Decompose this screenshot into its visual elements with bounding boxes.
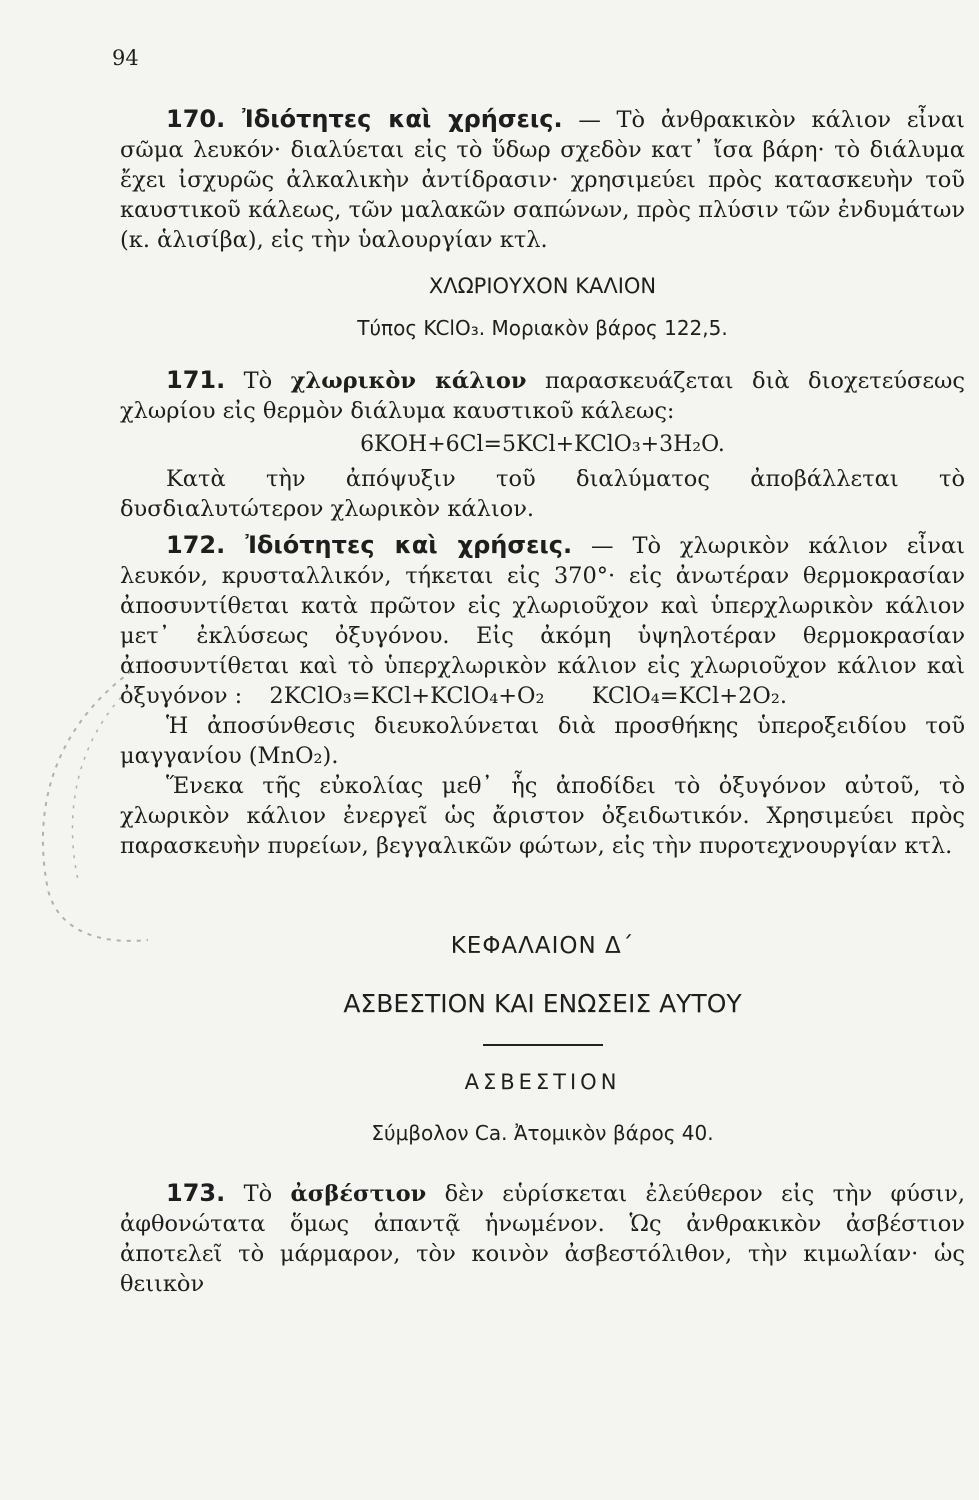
section-173-lead: Τὸ: [225, 1181, 291, 1207]
section-171-text2: Κατὰ τὴν ἀπόψυξιν τοῦ διαλύματος ἀποβάλλεται τὸ δυσδιαλυτώτερον χλωρικὸν κάλιον.: [120, 466, 965, 522]
section-170-text: — Τὸ ἀνθρακικὸν κάλιον εἶναι σῶμα λευκόν· διαλύεται εἰς τὸ ὕδωρ σχεδὸν κατ᾽ ἴσα βάρη· τὸ διάλυμα ἔχει ἰσχυρῶς ἀλκαλικὴν ἀντίδρασιν· χρησιμεύει πρὸς κατασκευὴν τοῦ καυστικοῦ κάλεως, τῶν μαλακῶν σαπώνων, πρὸς πλύσιν τῶν ἐνδυμάτων (κ. ἁλισίβα), εἰς τὴν ὑαλουργίαν κτλ.: [120, 107, 966, 253]
chapter-label: ΚΕΦΑΛΑΙΟΝ Δ΄: [450, 933, 635, 959]
section-173-text: δὲν εὑρίσκεται ἐλεύθερον εἰς τὴν φύσιν, ἀφθονώτατα ὅμως ἀπαντᾷ ἡνωμένον. Ὡς ἀνθρακικὸν ἀσβέστιον ἀποτελεῖ τὸ μάρμαρον, τὸν κοινὸν ἀσβεστόλιθον, τὴν κιμωλίαν· ὡς θειικὸν: [120, 1181, 965, 1297]
symbol-line: Σύμβολον Ca. Ἀτομικὸν βάρος 40.: [371, 1121, 714, 1145]
section-171-text: παρασκευάζεται διὰ διοχετεύσεως χλωρίου εἰς θερμὸν διάλυμα καυστικοῦ κάλεως:: [120, 368, 965, 424]
chlorate-formula-line: Τύπος KClO₃. Μοριακὸν βάρος 122,5.: [357, 316, 728, 340]
chapter-title: ΑΣΒΕΣΤΙΟΝ ΚΑΙ ΕΝΩΣΕΙΣ ΑΥΤΟΥ: [343, 989, 742, 1018]
chapter-subtitle: ΑΣΒΕΣΤΙΟΝ: [464, 1070, 621, 1094]
section-172-equation-2: KClO₄=KCl+2O₂.: [591, 683, 788, 709]
page-body: [120, 104, 965, 1299]
section-170-heading: 170. Ἰδιότητες καὶ χρήσεις.: [166, 105, 563, 133]
section-171-term: χλωρικὸν κάλιον: [290, 368, 527, 394]
section-171: [120, 365, 965, 426]
section-171-heading: 171.: [166, 366, 226, 394]
section-172-text2: Ἡ ἀποσύνθεσις διευκολύνεται διὰ προσθήκης ὑπεροξειδίου τοῦ μαγγανίου (MnO₂).: [120, 713, 965, 769]
section-170: [120, 104, 965, 255]
section-173: [120, 1178, 965, 1299]
section-172-equation-1: 2KClO₃=KCl+KClO₄+O₂: [269, 683, 545, 709]
section-172-text3: Ἕνεκα τῆς εὐκολίας μεθ᾽ ἧς ἀποδίδει τὸ ὀξυγόνον αὐτοῦ, τὸ χλωρικὸν κάλιον ἐνεργεῖ ὡς ἄριστον ὀξειδωτικόν. Χρησιμεύει πρὸς παρασκευὴν πυρείων, βεγγαλικῶν φώτων, εἰς τὴν πυροτεχνουργίαν κτλ.: [120, 773, 965, 859]
section-172-text: — Τὸ χλωρικὸν κάλιον εἶναι λευκόν, κρυσταλλικόν, τήκεται εἰς 370°· εἰς ἀνωτέραν θερμοκρασίαν ἀποσυντίθεται κατὰ πρῶτον εἰς χλωριοῦχον καὶ ὑπερχλωρικὸν κάλιον μετ᾽ ἐκλύσεως ὀξυγόνου. Εἰς ἀκόμη ὑψηλοτέραν θερμοκρασίαν ἀποσυντίθεται καὶ τὸ ὑπερχλωρικὸν κάλιον εἰς χλωριοῦχον κάλιον καὶ ὀξυγόνον :: [120, 533, 965, 709]
divider-rule: [483, 1044, 603, 1046]
section-172: [120, 530, 965, 711]
section-171-equation: 6KOH+6Cl=5KCl+KClO₃+3H₂O.: [360, 432, 725, 457]
chlorate-title: ΧΛΩΡΙΟΥΧΟΝ ΚΑΛΙΟΝ: [428, 274, 657, 298]
section-172-heading: 172. Ἰδιότητες καὶ χρήσεις.: [166, 531, 573, 559]
section-173-term: ἀσβέστιον: [290, 1181, 427, 1207]
page-number: 94: [112, 46, 139, 70]
section-171-lead: Τὸ: [225, 368, 291, 394]
section-173-heading: 173.: [166, 1179, 226, 1207]
